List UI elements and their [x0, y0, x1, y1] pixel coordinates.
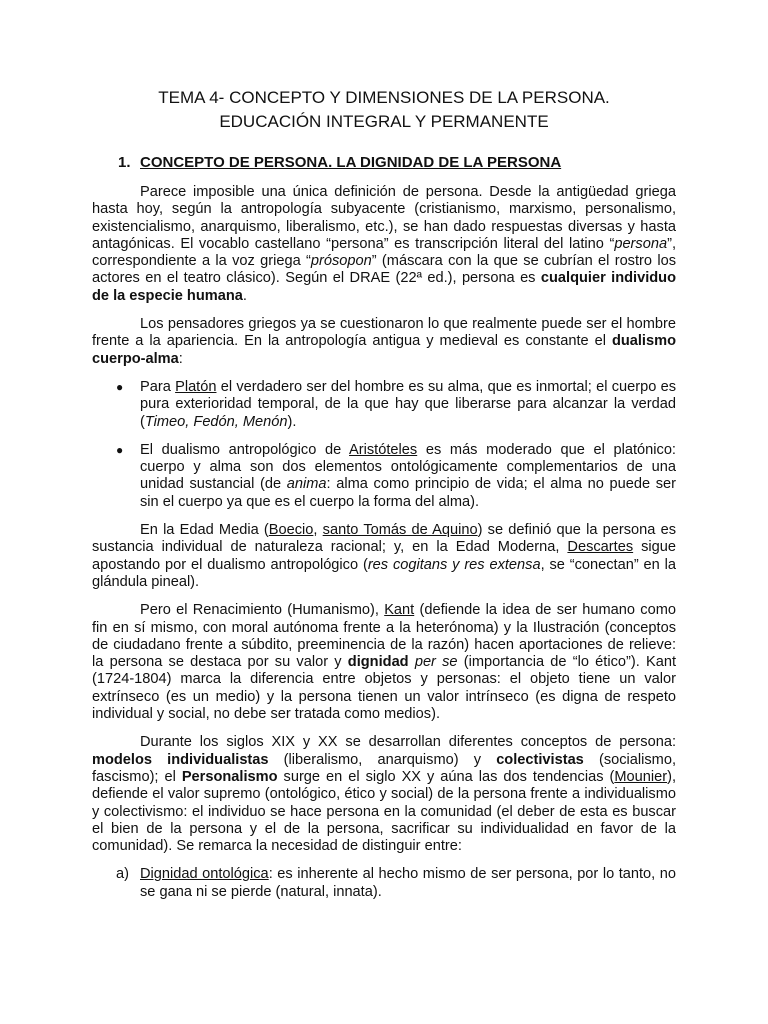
paragraph-3 [92, 522, 676, 591]
italic-term: Timeo, Fedón, Menón [144, 413, 288, 430]
italic-term: persona [614, 235, 668, 252]
text-run: ). [287, 413, 297, 430]
underlined-name: Platón [175, 378, 217, 395]
bullet-item-platon [92, 379, 676, 431]
text-run: Los pensadores griegos ya se cuestionaron lo que realmente puede ser el hombre frente a la apariencia. En la antropología antigua y medieval es constante el [92, 316, 676, 350]
text-run: sigue apostando por el dualismo antropológico ( [92, 539, 676, 573]
paragraph-1 [92, 184, 676, 305]
bold-term: colectivistas [496, 751, 584, 768]
title-line-1: TEMA 4- CONCEPTO Y DIMENSIONES DE LA PERSONA. [158, 88, 610, 107]
paragraph-5 [92, 734, 676, 855]
paragraph-4 [92, 602, 676, 723]
text-run: (socialismo, fascismo); el [92, 751, 676, 785]
underlined-name: santo Tomás de Aquino [322, 522, 478, 539]
list-item-dignidad-ontologica [92, 866, 676, 901]
underlined-name: Aristóteles [349, 441, 418, 458]
text-run: , se “conectan” en la glándula pineal). [92, 556, 677, 590]
text-run: . [242, 287, 247, 304]
title-line-2: EDUCACIÓN INTEGRAL Y PERMANENTE [219, 112, 549, 131]
bold-term: dualismo cuerpo-alma [92, 333, 676, 367]
bullet-icon: ● [116, 442, 124, 457]
list-marker: a) [116, 866, 129, 883]
section-number: 1. [118, 154, 131, 171]
italic-term: res cogitans y res extensa [367, 556, 541, 573]
text-run: ) se definió que la persona es sustancia individual de naturaleza racional; y, en la Edad Moderna, [92, 522, 677, 556]
underlined-term: Dignidad ontológica [140, 866, 269, 883]
text-run: ”, correspondiente a la voz griega “ [92, 235, 676, 270]
text-run: : es inherente al hecho mismo de ser persona, por lo tanto, no se gana ni se pierde (natural, innata). [140, 866, 676, 900]
text-run: surge en el siglo XX y aúna las dos tendencias ( [277, 768, 615, 785]
text-run: (importancia de “lo ético”). Kant (1724-1804) marca la diferencia entre objetos y personas: el objeto tiene un valor extrínseco (es un medio) y la persona tienen un valor intrínseco (es digna de respeto individual y social, no debe ser tratada como medios). [92, 654, 677, 723]
text-run: es más moderado que el platónico: cuerpo y alma son dos elementos ontológicamente complementarios de una unidad sustancial (de [140, 441, 676, 493]
bold-term: modelos individualistas [92, 751, 269, 768]
text-run: , [313, 522, 323, 539]
document-title [0, 86, 768, 134]
text-run: (liberalismo, anarquismo) y [268, 751, 497, 768]
bold-definition: cualquier individuo de la especie humana [92, 270, 676, 304]
bold-term: dignidad [347, 654, 409, 671]
underlined-name: Descartes [567, 539, 634, 556]
bullet-list [92, 379, 676, 511]
italic-term: prósopon [310, 253, 372, 270]
bullet-item-aristoteles [92, 442, 676, 511]
text-run: (defiende la idea de ser humano como fin en sí mismo, con moral autónoma frente a la heterónoma) y la Ilustración (conceptos de ciudadano frente a súbdito, preeminencia de la razón) hacen aportaciones de relieve: la persona se destaca por su valor y [92, 602, 676, 671]
text-run: Durante los siglos XIX y XX se desarrollan diferentes conceptos de persona: [140, 734, 676, 751]
underlined-name: Mounier [614, 768, 668, 785]
text-run: el verdadero ser del hombre es su alma, que es inmortal; el cuerpo es pura exterioridad temporal, de la que hay que liberarse para alcanzar la verdad ( [140, 378, 676, 430]
paragraph-2 [92, 316, 676, 368]
text-run: Parece imposible una única definición de persona. Desde la antigüedad griega hasta hoy, según la antropología subyacente (cristianismo, marxismo, personalismo, existencialismo, anarquismo, liberalismo, etc.), se han dado respuestas diversas y hasta antagónicas. El vocablo castellano “persona” es transcripción literal del latino “ [92, 184, 676, 252]
italic-term: anima [286, 476, 327, 493]
text-run: ” (máscara con la que se cubrían el rostro los actores en el teatro clásico). Según el DRAE (22ª ed.), persona es [92, 253, 676, 287]
bold-term: Personalismo [181, 768, 278, 785]
text-run: Para [140, 378, 176, 395]
underlined-name: Kant [384, 602, 415, 619]
text-run: El dualismo antropológico de [140, 441, 350, 458]
text-run: ), defiende el valor supremo (ontológico, ético y social) de la persona frente a individualismo y colectivismo: el individuo se hace persona en la comunidad (el deber de esta es buscar el bien de la persona y el de la persona, sacrificar su individualidad en favor de la comunidad). Se remarca la necesidad de distinguir entre: [92, 768, 676, 855]
section-title: CONCEPTO DE PERSONA. LA DIGNIDAD DE LA PERSONA [140, 154, 562, 171]
underlined-name: Boecio [268, 522, 314, 539]
italic-term: per se [414, 654, 458, 671]
text-run: En la Edad Media ( [140, 522, 269, 539]
bullet-icon: ● [116, 379, 124, 394]
text-run: Pero el Renacimiento (Humanismo), [140, 602, 385, 619]
lettered-list [92, 866, 676, 901]
document-body [92, 184, 676, 901]
text-run: : [178, 350, 183, 367]
section-heading [118, 153, 561, 173]
text-run: : alma como principio de vida; el alma no puede ser sin el cuerpo ya que es el cuerpo la forma del alma). [140, 476, 676, 510]
